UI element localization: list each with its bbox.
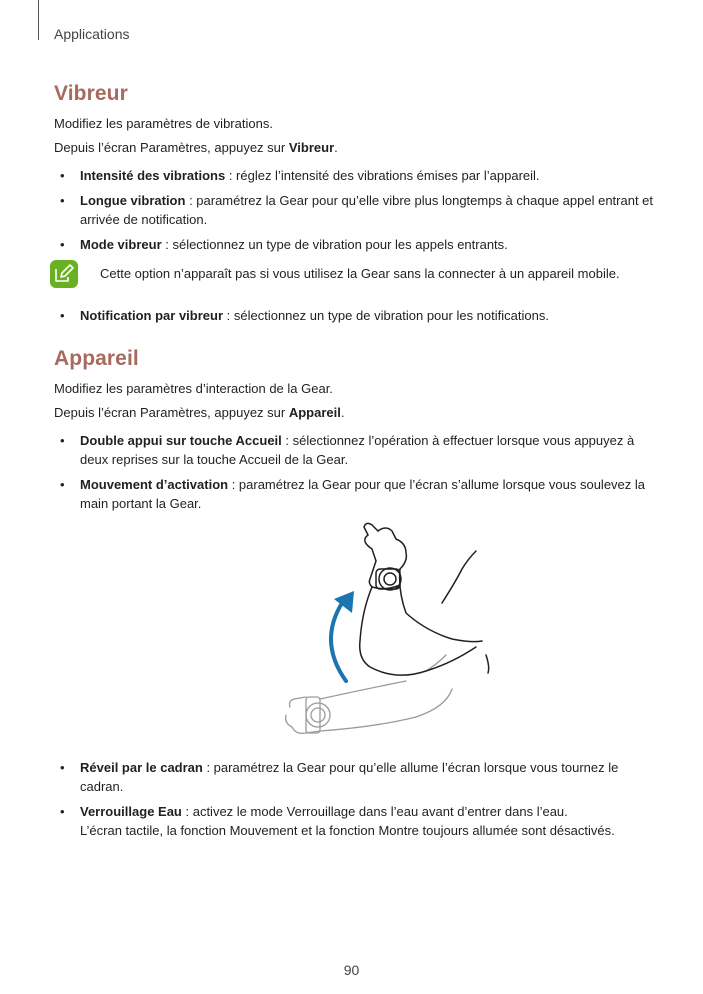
appareil-path-target: Appareil bbox=[288, 405, 341, 420]
appareil-intro: Modifiez les paramètres d’interaction de la Gear. bbox=[54, 381, 333, 396]
list-item: • Mode vibreur : sélectionnez un type de vibration pour les appels entrants. bbox=[60, 237, 508, 252]
list-item: • Verrouillage Eau : activez le mode Verrouillage dans l’eau avant d’entrer dans l’eau. L’écran tactile, la fonction Mouvement et la fonction Montre toujours allumée sont désactivés. bbox=[60, 804, 615, 838]
page-rule bbox=[38, 0, 39, 40]
note-box bbox=[50, 260, 654, 288]
list-item-extra: L’écran tactile, la fonction Mouvement et la fonction Montre toujours allumée sont désactivés. bbox=[80, 823, 615, 838]
list-item: • Mouvement d’activation : paramétrez la Gear pour que l’écran s’allume lorsque vous soulevez la main portant la Gear. bbox=[60, 477, 646, 511]
list-item: • Longue vibration : paramétrez la Gear pour qu’elle vibre plus longtemps à chaque appel entrant et arrivée de notification. bbox=[60, 193, 654, 227]
vibreur-list bbox=[54, 166, 654, 254]
vibreur-path: Depuis l’écran Paramètres, appuyez sur Vibreur. bbox=[54, 140, 338, 155]
list-item: • Notification par vibreur : sélectionnez un type de vibration pour les notifications. bbox=[60, 308, 549, 323]
wrist-raise-illustration bbox=[54, 521, 654, 749]
section-title-vibreur: Vibreur bbox=[54, 82, 128, 105]
section-title-appareil: Appareil bbox=[54, 347, 139, 370]
appareil-path: Depuis l’écran Paramètres, appuyez sur Appareil. bbox=[54, 405, 345, 420]
appareil-list bbox=[54, 431, 654, 513]
vibreur-intro: Modifiez les paramètres de vibrations. bbox=[54, 116, 273, 131]
page-content bbox=[54, 82, 654, 846]
page-number: 90 bbox=[343, 962, 360, 978]
note-text: Cette option n’apparaît pas si vous utilisez la Gear sans la connecter à un appareil mobile. bbox=[100, 266, 620, 281]
appareil-list-continued bbox=[54, 758, 654, 840]
running-header: Applications bbox=[54, 26, 130, 42]
note-pencil-icon bbox=[50, 260, 78, 288]
list-item: • Réveil par le cadran : paramétrez la Gear pour qu’elle allume l’écran lorsque vous tournez le cadran. bbox=[60, 760, 619, 794]
raise-arm-illustration bbox=[276, 521, 496, 747]
list-item: • Intensité des vibrations : réglez l’intensité des vibrations émises par l’appareil. bbox=[60, 168, 540, 183]
vibreur-list-continued bbox=[54, 306, 654, 325]
vibreur-path-target: Vibreur bbox=[288, 140, 335, 155]
list-item: • Double appui sur touche Accueil : sélectionnez l’opération à effectuer lorsque vous appuyez à deux reprises sur la touche Accueil de la Gear. bbox=[60, 433, 635, 467]
